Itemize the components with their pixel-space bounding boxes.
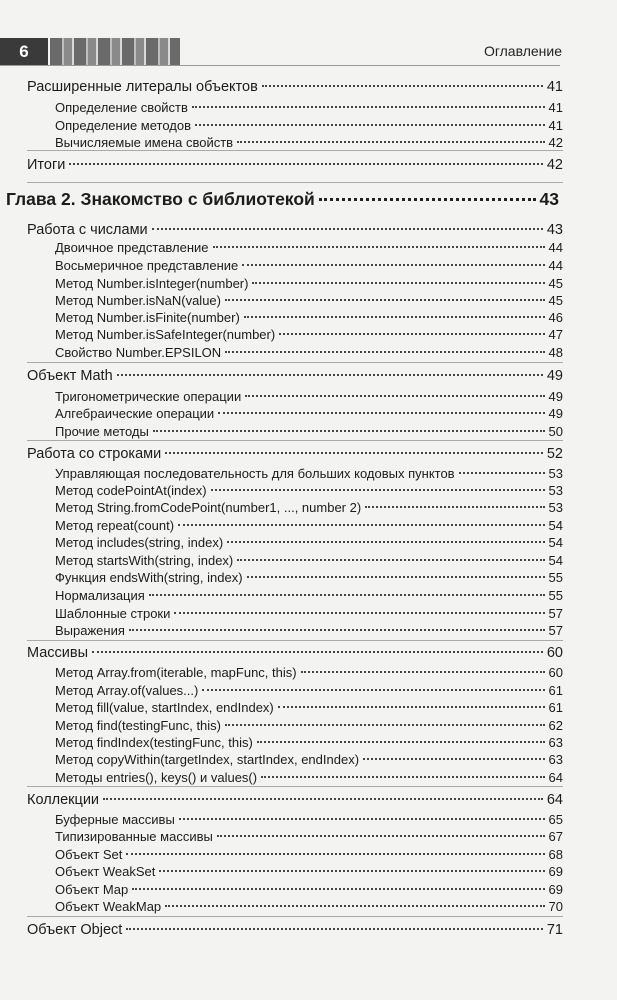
toc-entry-title: Метод Number.isFinite(number) [55, 310, 240, 325]
toc-page-number: 49 [546, 368, 563, 384]
dot-leader [192, 106, 545, 108]
toc-entry[interactable] [55, 100, 563, 115]
section-divider [27, 150, 563, 151]
section-divider [27, 440, 563, 441]
dot-leader [365, 506, 544, 508]
toc-entry-title: Двоичное представление [55, 240, 209, 255]
toc-entry-title: Итоги [27, 157, 66, 173]
toc-page-number: 57 [548, 623, 563, 638]
toc-entry-title: Свойство Number.EPSILON [55, 345, 222, 360]
toc-page-number: 61 [548, 683, 563, 698]
toc-entry[interactable] [55, 258, 563, 273]
toc-chapter[interactable] [6, 189, 559, 210]
toc-entry[interactable] [55, 240, 563, 255]
toc-page-number: 52 [546, 446, 563, 462]
toc-page-number: 55 [548, 570, 563, 585]
toc-page-number: 67 [548, 829, 563, 844]
dot-leader [278, 706, 545, 708]
toc-entry-title: Объект Object [27, 922, 123, 938]
toc-entry[interactable] [55, 118, 563, 133]
toc-entry[interactable] [55, 812, 563, 827]
dot-leader [225, 351, 544, 353]
toc-page-number: 47 [548, 327, 563, 342]
toc-page-number: 46 [548, 310, 563, 325]
toc-entry-title: Определение свойств [55, 100, 188, 115]
dot-leader [152, 228, 543, 230]
dot-leader [178, 524, 544, 526]
toc-entry-title: Метод Array.from(iterable, mapFunc, this) [55, 665, 297, 680]
toc-page-number: 68 [548, 847, 563, 862]
dot-leader [261, 776, 544, 778]
toc-entry[interactable] [55, 735, 563, 750]
toc-page-number: 54 [548, 553, 563, 568]
toc-entry[interactable] [27, 157, 563, 173]
toc-entry[interactable] [55, 553, 563, 568]
toc-entry[interactable] [55, 606, 563, 621]
toc-page-number: 48 [548, 345, 563, 360]
toc-page-number: 43 [539, 189, 559, 209]
toc-entry[interactable] [55, 483, 563, 498]
toc-page-number: 45 [548, 276, 563, 291]
toc-entry-title: Метод find(testingFunc, this) [55, 718, 221, 733]
toc-entry[interactable] [27, 645, 563, 661]
toc-page-number: 42 [548, 135, 563, 150]
toc-page-number: 69 [548, 882, 563, 897]
dot-leader [225, 299, 545, 301]
toc-entry-title: Буферные массивы [55, 812, 175, 827]
dot-leader [195, 124, 545, 126]
toc-page-number: 41 [548, 100, 563, 115]
toc-entry[interactable] [55, 345, 563, 360]
dot-leader [319, 198, 536, 201]
toc-page-number: 61 [548, 700, 563, 715]
toc-entry[interactable] [55, 535, 563, 550]
toc-entry[interactable] [55, 623, 563, 638]
toc-page-number: 49 [548, 406, 563, 421]
toc-entry-title: Метод codePointAt(index) [55, 483, 207, 498]
toc-entry-title: Шаблонные строки [55, 606, 171, 621]
dot-leader [165, 905, 544, 907]
toc-entry[interactable] [55, 389, 563, 404]
toc-page-number: 45 [548, 293, 563, 308]
toc-entry-title: Вычисляемые имена свойств [55, 135, 234, 150]
toc-entry[interactable] [55, 718, 563, 733]
section-divider [27, 362, 563, 363]
toc-entry[interactable] [55, 700, 563, 715]
toc-entry[interactable] [27, 79, 563, 95]
dot-leader [459, 472, 545, 474]
toc-entry-title: Методы entries(), keys() и values() [55, 770, 258, 785]
dot-leader [213, 246, 545, 248]
toc-entry-title: Определение методов [55, 118, 192, 133]
running-head: Оглавление [483, 43, 562, 59]
page-header [0, 38, 617, 66]
dot-leader [237, 559, 544, 561]
dot-leader [245, 395, 544, 397]
toc-page-number: 63 [548, 752, 563, 767]
toc-entry-title: Метод Number.isSafeInteger(number) [55, 327, 276, 342]
toc-entry[interactable] [55, 752, 563, 767]
dot-leader [126, 853, 544, 855]
dot-leader [165, 452, 543, 454]
toc-entry-title: Метод copyWithin(targetIndex, startIndex, endIndex) [55, 752, 360, 767]
dot-leader [129, 629, 545, 631]
toc-entry[interactable] [55, 770, 563, 785]
toc-entry[interactable] [55, 518, 563, 533]
toc-page-number: 63 [548, 735, 563, 750]
toc-page-number: 71 [546, 922, 563, 938]
toc-page-number: 53 [548, 483, 563, 498]
dot-leader [179, 818, 545, 820]
toc-page-number: 44 [548, 240, 563, 255]
toc-entry-title: Метод String.fromCodePoint(number1, ..., number 2) [55, 500, 362, 515]
toc-entry-title: Метод repeat(count) [55, 518, 175, 533]
dot-leader [153, 430, 545, 432]
toc-entry-title: Метод Number.isInteger(number) [55, 276, 249, 291]
toc-entry-title: Метод Number.isNaN(value) [55, 293, 221, 308]
toc-entry-title: Расширенные литералы объектов [27, 79, 258, 95]
dot-leader [363, 758, 545, 760]
toc-page-number: 44 [548, 258, 563, 273]
dot-leader [174, 612, 544, 614]
page-number: 6 [0, 38, 48, 65]
toc-entry[interactable] [55, 829, 563, 844]
toc-entry-title: Нормализация [55, 588, 145, 603]
toc-page-number: 69 [548, 864, 563, 879]
toc-entry-title: Метод startsWith(string, index) [55, 553, 234, 568]
toc-entry-title: Алгебраические операции [55, 406, 215, 421]
toc-page-number: 64 [546, 792, 563, 808]
dot-leader [126, 928, 543, 930]
toc-entry-title: Коллекции [27, 792, 100, 808]
section-divider [27, 786, 563, 787]
toc-entry[interactable] [55, 570, 563, 585]
toc-entry-title: Глава 2. Знакомство с библиотекой [6, 189, 315, 209]
section-divider [27, 182, 563, 183]
toc-page-number: 60 [546, 645, 563, 661]
toc-entry[interactable] [55, 899, 563, 914]
toc-entry[interactable] [55, 466, 563, 481]
toc-page-number: 53 [548, 500, 563, 515]
toc-entry[interactable] [55, 683, 563, 698]
toc-entry[interactable] [55, 882, 563, 897]
toc-entry[interactable] [55, 424, 563, 439]
toc-page-number: 62 [548, 718, 563, 733]
toc-entry[interactable] [55, 276, 563, 291]
toc-entry-title: Объект Math [27, 368, 113, 384]
toc-entry-title: Метод includes(string, index) [55, 535, 224, 550]
toc-entry-title: Объект WeakMap [55, 899, 162, 914]
toc-entry-title: Объект WeakSet [55, 864, 156, 879]
toc-entry[interactable] [55, 293, 563, 308]
toc-page-number: 41 [546, 79, 563, 95]
dot-leader [92, 651, 543, 653]
toc-page-number: 53 [548, 466, 563, 481]
dot-leader [69, 163, 543, 165]
toc-entry-title: Выражения [55, 623, 125, 638]
dot-leader [227, 541, 544, 543]
dot-leader [242, 264, 544, 266]
toc-entry-title: Массивы [27, 645, 89, 661]
toc-entry-title: Объект Set [55, 847, 123, 862]
toc-entry-title: Метод Array.of(values...) [55, 683, 199, 698]
dot-leader [257, 741, 545, 743]
dot-leader [149, 594, 545, 596]
toc-entry[interactable] [27, 922, 563, 938]
dot-leader [247, 576, 545, 578]
dot-leader [262, 85, 543, 87]
toc-page-number: 43 [546, 222, 563, 238]
toc-entry-title: Управляющая последовательность для больших кодовых пунктов [55, 466, 455, 481]
toc-page-number: 55 [548, 588, 563, 603]
toc-entry[interactable] [55, 847, 563, 862]
header-decoration [50, 38, 180, 65]
toc-entry-title: Объект Map [55, 882, 129, 897]
toc-page-number: 54 [548, 535, 563, 550]
toc-page-number: 64 [548, 770, 563, 785]
section-divider [27, 640, 563, 641]
toc-entry[interactable] [55, 500, 563, 515]
section-divider [27, 916, 563, 917]
toc-entry[interactable] [55, 864, 563, 879]
dot-leader [244, 316, 545, 318]
toc-page-number: 49 [548, 389, 563, 404]
toc-entry[interactable] [55, 327, 563, 342]
toc-entry-title: Работа со строками [27, 446, 162, 462]
toc-entry[interactable] [55, 665, 563, 680]
dot-leader [159, 870, 544, 872]
dot-leader [237, 141, 544, 143]
dot-leader [252, 282, 544, 284]
dot-leader [103, 798, 543, 800]
toc-entry-title: Метод fill(value, startIndex, endIndex) [55, 700, 274, 715]
header-rule [0, 65, 560, 66]
toc-entry[interactable] [27, 222, 563, 238]
dot-leader [279, 333, 544, 335]
toc-entry[interactable] [27, 368, 563, 384]
toc-entry[interactable] [55, 310, 563, 325]
toc-entry-title: Восьмеричное представление [55, 258, 239, 273]
toc-entry[interactable] [55, 588, 563, 603]
toc-entry[interactable] [27, 792, 563, 808]
toc-entry[interactable] [55, 135, 563, 150]
dot-leader [217, 835, 545, 837]
dot-leader [218, 412, 544, 414]
toc-page-number: 50 [548, 424, 563, 439]
toc-entry-title: Тригонометрические операции [55, 389, 242, 404]
toc-page-number: 70 [548, 899, 563, 914]
dot-leader [225, 724, 545, 726]
dot-leader [211, 489, 545, 491]
dot-leader [202, 689, 544, 691]
toc-page-number: 60 [548, 665, 563, 680]
toc-entry[interactable] [55, 406, 563, 421]
toc-entry-title: Прочие методы [55, 424, 149, 439]
toc-page-number: 41 [548, 118, 563, 133]
toc-entry-title: Метод findIndex(testingFunc, this) [55, 735, 253, 750]
dot-leader [132, 888, 544, 890]
toc-page-number: 65 [548, 812, 563, 827]
toc-page-number: 54 [548, 518, 563, 533]
toc-page-number: 42 [546, 157, 563, 173]
dot-leader [301, 671, 545, 673]
toc-entry[interactable] [27, 446, 563, 462]
toc-entry-title: Работа с числами [27, 222, 148, 238]
toc-page-number: 57 [548, 606, 563, 621]
toc-entry-title: Функция endsWith(string, index) [55, 570, 243, 585]
dot-leader [117, 374, 543, 376]
toc-entry-title: Типизированные массивы [55, 829, 213, 844]
